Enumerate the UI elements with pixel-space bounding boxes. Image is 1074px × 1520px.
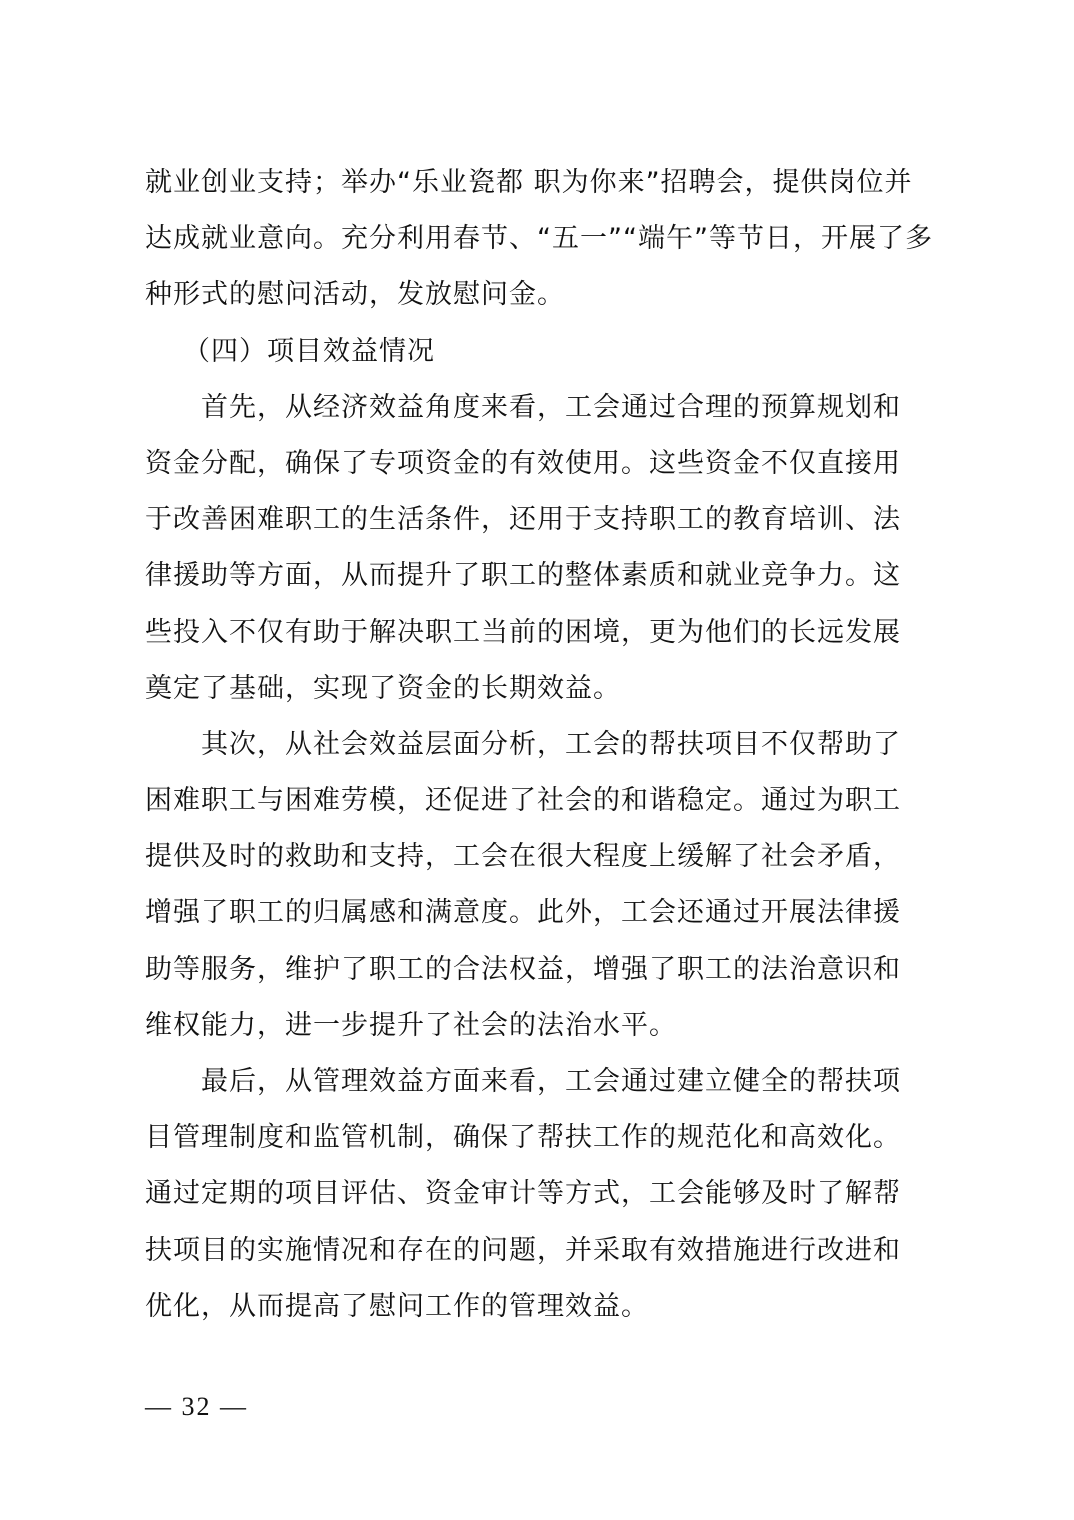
continuation-paragraph — [145, 155, 945, 324]
text-line: 奠定了基础，实现了资金的长期效益。 — [145, 672, 621, 704]
text-line: 提供及时的救助和支持，工会在很大程度上缓解了社会矛盾， — [145, 841, 901, 873]
text-line: 增强了职工的归属感和满意度。此外，工会还通过开展法律援 — [145, 897, 901, 929]
text-line: 种形式的慰问活动，发放慰问金。 — [145, 279, 565, 311]
text-line: 其次，从社会效益层面分析，工会的帮扶项目不仅帮助了 — [201, 728, 901, 760]
text-line: 目管理制度和监管机制，确保了帮扶工作的规范化和高效化。 — [145, 1122, 901, 1154]
text-line: 助等服务，维护了职工的合法权益，增强了职工的法治意识和 — [145, 953, 901, 985]
text-line: 最后，从管理效益方面来看，工会通过建立健全的帮扶项 — [201, 1066, 901, 1097]
text-line: 首先，从经济效益角度来看，工会通过合理的预算规划和 — [201, 391, 901, 423]
paragraph-economic-benefit — [145, 380, 945, 717]
text-line: 通过定期的项目评估、资金审计等方式，工会能够及时了解帮 — [145, 1178, 901, 1210]
text-line: 就业创业支持；举办“乐业瓷都 职为你来”招聘会，提供岗位并 — [145, 167, 913, 198]
text-line: 些投入不仅有助于解决职工当前的困境，更为他们的长远发展 — [145, 616, 901, 648]
text-line: 律援助等方面，从而提升了职工的整体素质和就业竞争力。这 — [145, 560, 901, 592]
text-line: 达成就业意向。充分利用春节、“五一”“端午”等节日，开展了多 — [145, 223, 933, 255]
text-line: 维权能力，进一步提升了社会的法治水平。 — [145, 1009, 677, 1041]
paragraph-social-benefit — [145, 717, 945, 1054]
page-number: — 32 — — [145, 1392, 248, 1421]
section-heading: （四）项目效益情况 — [183, 335, 435, 367]
text-line: 资金分配，确保了专项资金的有效使用。这些资金不仅直接用 — [145, 447, 901, 479]
text-line: 困难职工与困难劳模，还促进了社会的和谐稳定。通过为职工 — [145, 785, 901, 817]
text-line: 扶项目的实施情况和存在的问题，并采取有效措施进行改进和 — [145, 1234, 901, 1266]
text-line: 优化，从而提高了慰问工作的管理效益。 — [145, 1290, 649, 1322]
document-body — [145, 155, 945, 1335]
paragraph-management-benefit — [145, 1054, 945, 1335]
text-line: 于改善困难职工的生活条件，还用于支持职工的教育培训、法 — [145, 504, 901, 536]
